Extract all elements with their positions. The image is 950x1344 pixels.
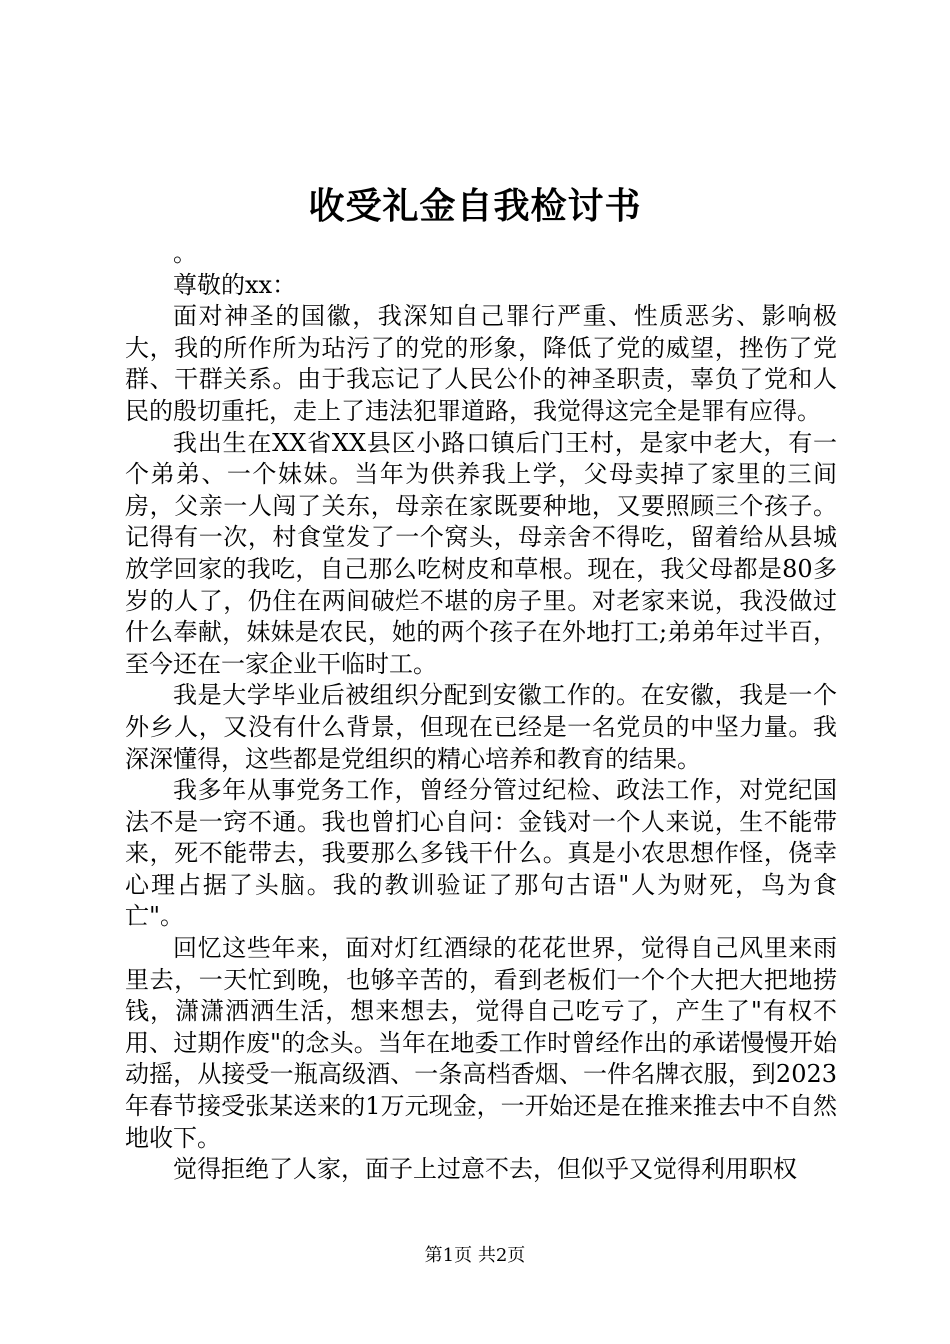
paragraph: 回忆这些年来，面对灯红酒绿的花花世界，觉得自己风里来雨里去，一天忙到晚，也够辛苦的，看到老板们一个个大把大把地捞钱，潇潇洒洒生活，想来想去，觉得自己吃亏了，产生了"有权不用、过期作废"的念头。当年在地委工作时曾经作出的承诺慢慢开始动摇，从接受一瓶高级酒、一条高档香烟、一件名牌衣服，到2023年春节接受张某送来的1万元现金，一开始还是在推来推去中不自然地收下。 <box>125 934 837 1152</box>
document-body <box>125 238 837 1186</box>
paragraph: 觉得拒绝了人家，面子上过意不去，但似乎又觉得利用职权 <box>173 1155 797 1184</box>
salutation: 尊敬的xx： <box>173 270 297 299</box>
page-number-footer: 第1页 共2页 <box>424 1245 526 1266</box>
paragraph-mark: 。 <box>173 239 197 267</box>
paragraph: 面对神圣的国徽，我深知自己罪行严重、性质恶劣、影响极大，我的所作所为玷污了的党的形象，降低了党的威望，挫伤了党群、干群关系。由于我忘记了人民公仆的神圣职责，辜负了党和人民的殷切重托，走上了违法犯罪道路，我觉得这完全是罪有应得。 <box>125 302 837 425</box>
paragraph: 我出生在XX省XX县区小路口镇后门王村，是家中老大，有一个弟弟、一个妹妹。当年为供养我上学，父母卖掉了家里的三间房，父亲一人闯了关东，母亲在家既要种地，又要照顾三个孩子。记得有一次，村食堂发了一个窝头，母亲舍不得吃，留着给从县城放学回家的我吃，自己那么吃树皮和草根。现在，我父母都是80多岁的人了，仍住在两间破烂不堪的房子里。对老家来说，我没做过什么奉献，妹妹是农民，她的两个孩子在外地打工;弟弟年过半百，至今还在一家企业干临时工。 <box>125 428 837 678</box>
paragraph: 我多年从事党务工作，曾经分管过纪检、政法工作，对党纪国法不是一窍不通。我也曾扪心自问：金钱对一个人来说，生不能带来，死不能带去，我要那么多钱干什么。真是小农思想作怪，侥幸心理占据了头脑。我的教训验证了那句古语"人为财死，鸟为食亡"。 <box>125 776 837 931</box>
paragraph: 我是大学毕业后被组织分配到安徽工作的。在安徽，我是一个外乡人，又没有什么背景，但现在已经是一名党员的中坚力量。我深深懂得，这些都是党组织的精心培养和教育的结果。 <box>125 681 837 773</box>
document-title: 收受礼金自我检讨书 <box>308 185 642 227</box>
